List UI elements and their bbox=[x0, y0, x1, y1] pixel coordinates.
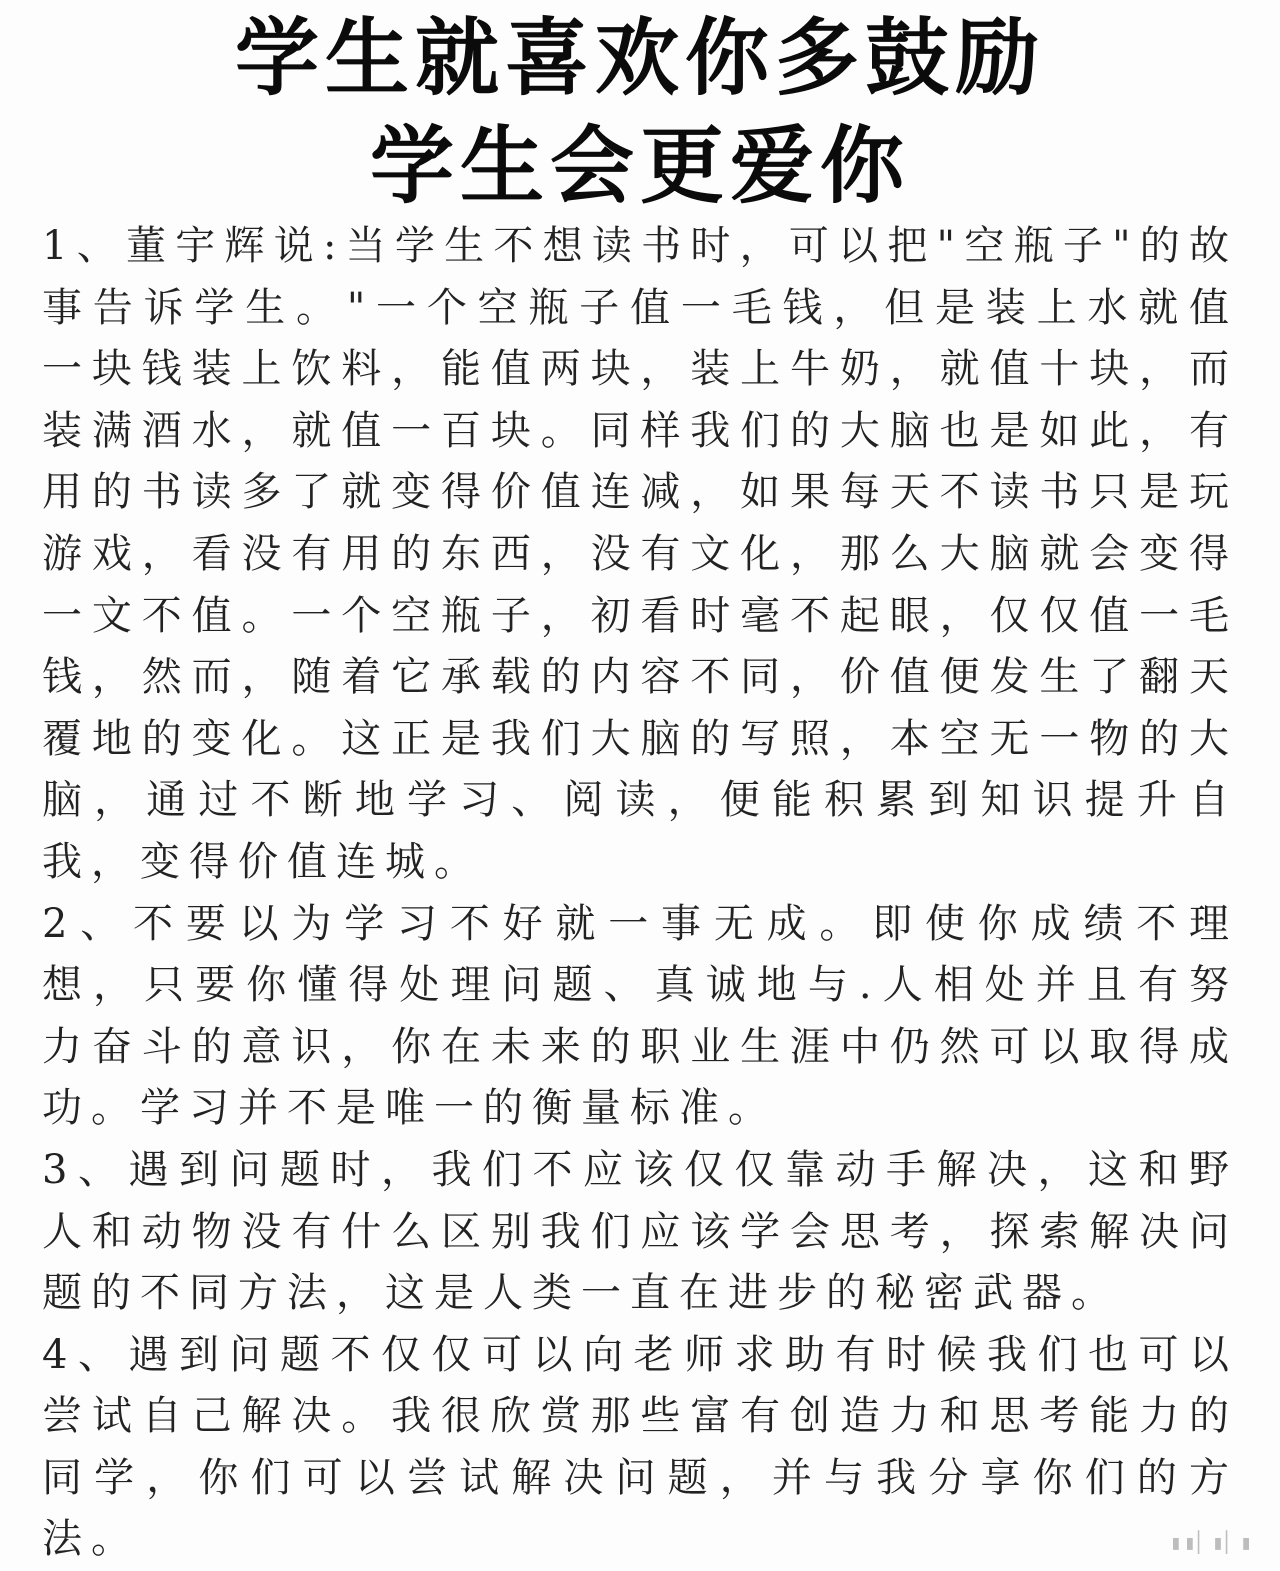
title-line-1: 学生就喜欢你多鼓励 bbox=[234, 9, 1045, 107]
paragraph-2: 2、不要以为学习不好就一事无成。即使你成绩不理想，只要你懂得处理问题、真诚地与.人相处并且有努力奋斗的意识，你在未来的职业生涯中仍然可以取得成功。学习并不是唯一的衡量标准。 bbox=[42, 900, 1238, 1132]
paragraph-3: 3、遇到问题时，我们不应该仅仅靠动手解决，这和野人和动物没有什么区别我们应该学会思考，探索解决问题的不同方法，这是人类一直在进步的秘密武器。 bbox=[42, 1146, 1238, 1317]
article-body bbox=[42, 216, 1238, 1571]
corner-watermark-icon: ▮▮▏▮▏▮ bbox=[1169, 1530, 1254, 1554]
title-line-2: 学生会更爱你 bbox=[369, 117, 910, 215]
paragraph-4: 4、遇到问题不仅仅可以向老师求助有时候我们也可以尝试自己解决。我很欣赏那些富有创造力和思考能力的同学，你们可以尝试解决问题，并与我分享你们的方法。 bbox=[42, 1331, 1238, 1563]
paragraph-1: 1、董宇辉说:当学生不想读书时，可以把"空瓶子"的故事告诉学生。"一个空瓶子值一毛钱，但是装上水就值一块钱装上饮料，能值两块，装上牛奶，就值十块，而装满酒水，就值一百块。同样我们的大脑也是如此，有用的书读多了就变得价值连减，如果每天不读书只是玩游戏，看没有用的东西，没有文化，那么大脑就会变得一文不值。一个空瓶子，初看时毫不起眼，仅仅值一毛钱，然而，随着它承载的内容不同，价值便发生了翻天覆地的变化。这正是我们大脑的写照，本空无一物的大脑，通过不断地学习、阅读，便能积累到知识提升自我，变得价值连城。 bbox=[42, 223, 1238, 885]
